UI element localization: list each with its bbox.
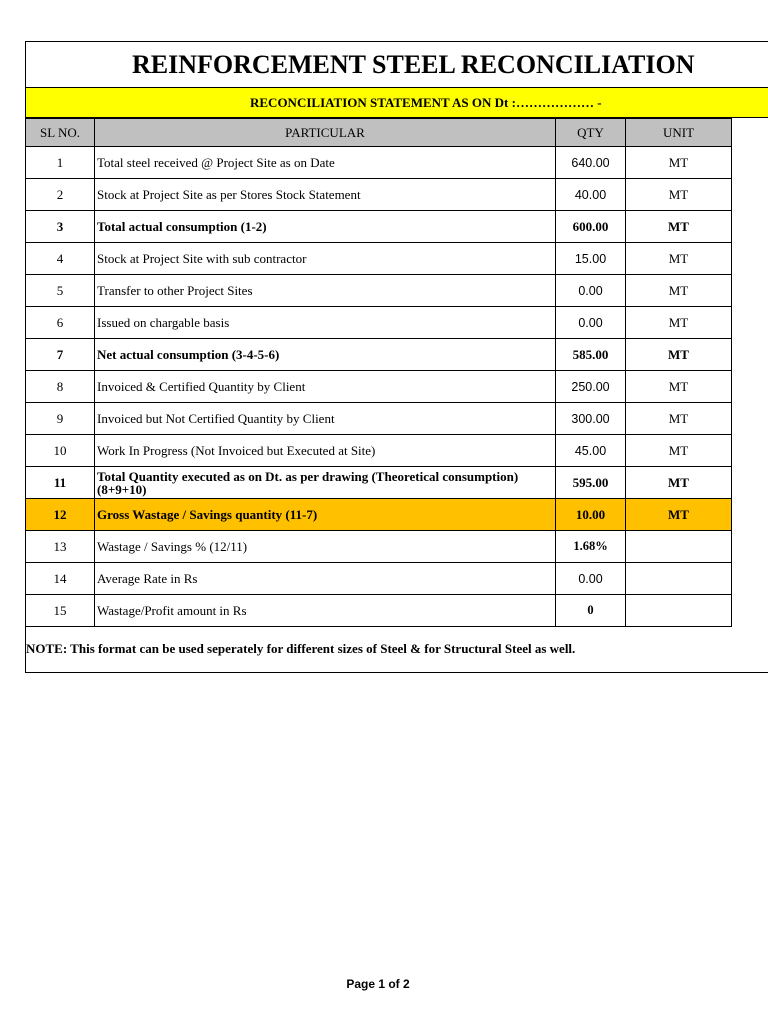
row-sl-no: 10 [26, 435, 95, 467]
table-row [26, 243, 732, 275]
table-row [26, 499, 732, 531]
row-particular: Transfer to other Project Sites [95, 275, 556, 307]
row-qty: 595.00 [556, 467, 626, 499]
table-row [26, 531, 732, 563]
row-sl-no: 13 [26, 531, 95, 563]
row-particular: Invoiced & Certified Quantity by Client [95, 371, 556, 403]
row-particular: Average Rate in Rs [95, 563, 556, 595]
header-particular: PARTICULAR [95, 119, 556, 147]
header-sl-no: SL NO. [26, 119, 95, 147]
row-particular: Invoiced but Not Certified Quantity by Client [95, 403, 556, 435]
row-sl-no: 8 [26, 371, 95, 403]
table-row [26, 563, 732, 595]
statement-subtitle: RECONCILIATION STATEMENT AS ON Dt :……………… - [25, 87, 768, 118]
row-unit: MT [626, 467, 732, 499]
row-sl-no: 1 [26, 147, 95, 179]
header-row [26, 119, 732, 147]
row-unit [626, 595, 732, 627]
row-qty: 10.00 [556, 499, 626, 531]
row-unit [626, 531, 732, 563]
table-row [26, 435, 732, 467]
row-sl-no: 12 [26, 499, 95, 531]
row-sl-no: 6 [26, 307, 95, 339]
row-qty: 0.00 [556, 563, 626, 595]
row-unit: MT [626, 147, 732, 179]
row-qty: 640.00 [556, 147, 626, 179]
row-qty: 0.00 [556, 307, 626, 339]
row-unit: MT [626, 243, 732, 275]
table-row [26, 467, 732, 499]
note-text: NOTE: This format can be used seperately for different sizes of Steel & for Structural Steel as well. [25, 627, 768, 673]
header-unit: UNIT [626, 119, 732, 147]
table-row [26, 595, 732, 627]
row-particular: Gross Wastage / Savings quantity (11-7) [95, 499, 556, 531]
table-row [26, 179, 732, 211]
row-particular: Wastage / Savings % (12/11) [95, 531, 556, 563]
row-sl-no: 2 [26, 179, 95, 211]
row-sl-no: 11 [26, 467, 95, 499]
row-qty: 0.00 [556, 275, 626, 307]
row-sl-no: 15 [26, 595, 95, 627]
row-qty: 585.00 [556, 339, 626, 371]
row-unit: MT [626, 307, 732, 339]
row-unit: MT [626, 371, 732, 403]
row-particular: Stock at Project Site with sub contractor [95, 243, 556, 275]
row-qty: 600.00 [556, 211, 626, 243]
row-qty: 300.00 [556, 403, 626, 435]
row-unit: MT [626, 179, 732, 211]
header-qty: QTY [556, 119, 626, 147]
row-unit: MT [626, 211, 732, 243]
row-unit: MT [626, 275, 732, 307]
table-row [26, 339, 732, 371]
page-title: REINFORCEMENT STEEL RECONCILIATION [25, 41, 768, 87]
row-particular: Work In Progress (Not Invoiced but Executed at Site) [95, 435, 556, 467]
table-row [26, 211, 732, 243]
row-particular: Total actual consumption (1-2) [95, 211, 556, 243]
row-sl-no: 5 [26, 275, 95, 307]
table-body [26, 147, 732, 627]
table-row [26, 403, 732, 435]
row-particular: Stock at Project Site as per Stores Stock Statement [95, 179, 556, 211]
row-particular: Wastage/Profit amount in Rs [95, 595, 556, 627]
row-qty: 45.00 [556, 435, 626, 467]
table-row [26, 307, 732, 339]
row-particular: Issued on chargable basis [95, 307, 556, 339]
row-sl-no: 3 [26, 211, 95, 243]
row-unit: MT [626, 403, 732, 435]
table-row [26, 371, 732, 403]
row-particular: Net actual consumption (3-4-5-6) [95, 339, 556, 371]
reconciliation-table [25, 118, 732, 627]
row-qty: 250.00 [556, 371, 626, 403]
row-particular: Total Quantity executed as on Dt. as per drawing (Theoretical consumption) (8+9+10) [95, 467, 556, 499]
row-qty: 1.68% [556, 531, 626, 563]
page-footer: Page 1 of 2 [346, 977, 410, 991]
spreadsheet-page [25, 41, 768, 673]
row-unit: MT [626, 499, 732, 531]
row-sl-no: 9 [26, 403, 95, 435]
row-qty: 0 [556, 595, 626, 627]
row-particular: Total steel received @ Project Site as on Date [95, 147, 556, 179]
row-qty: 40.00 [556, 179, 626, 211]
row-qty: 15.00 [556, 243, 626, 275]
row-unit [626, 563, 732, 595]
row-unit: MT [626, 339, 732, 371]
table-row [26, 147, 732, 179]
row-sl-no: 4 [26, 243, 95, 275]
row-unit: MT [626, 435, 732, 467]
row-sl-no: 7 [26, 339, 95, 371]
row-sl-no: 14 [26, 563, 95, 595]
table-row [26, 275, 732, 307]
